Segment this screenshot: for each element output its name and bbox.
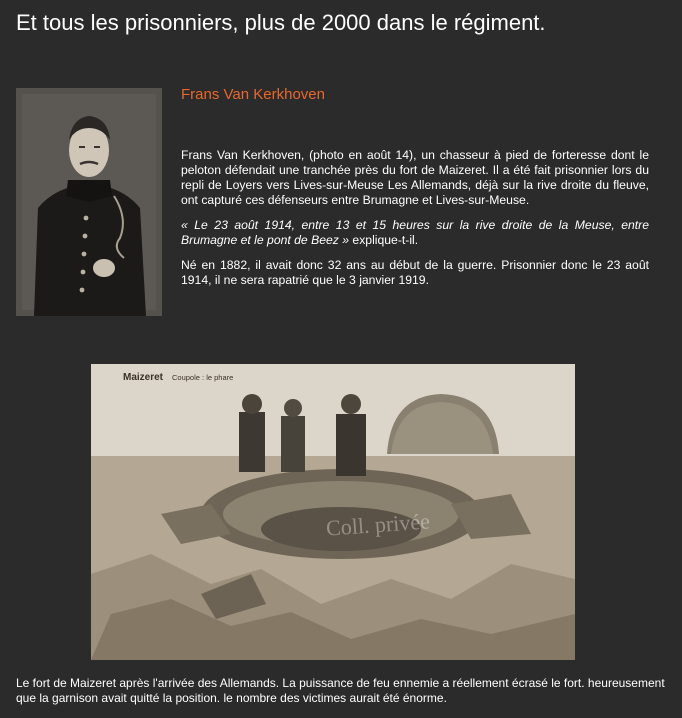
- bio-quote-suffix: explique-t-il.: [349, 233, 419, 247]
- bio-quote-paragraph: [181, 218, 649, 248]
- photo-watermark: Coll. privée: [325, 508, 431, 541]
- photo-place-label: Maizeret: [123, 372, 164, 383]
- photo-sub-label: Coupole : le phare: [172, 373, 234, 382]
- page-title: Et tous les prisonniers, plus de 2000 dans le régiment.: [16, 10, 546, 35]
- bio-paragraph: Né en 1882, il avait donc 32 ans au début de la guerre. Prisonnier donc le 23 août 1914, il ne sera rapatrié que le 3 janvier 1919.: [181, 258, 649, 287]
- section-heading: Frans Van Kerkhoven: [181, 86, 325, 103]
- fort-maizeret-photo: [91, 364, 575, 660]
- bio-paragraph: Frans Van Kerkhoven, (photo en août 14), un chasseur à pied de forteresse dont le peloton défendait une tranchée près du fort de Maizeret. Il a été fait prisonnier lors du repli de Loyers vers Lives-sur-Meuse Les Allemands, déjà sur la rive droite du fleuve, ont capturé ces défenseurs entre Brumagne et Lives-sur-Meuse.: [181, 148, 649, 207]
- bio-quote: « Le 23 août 1914, entre 13 et 15 heures sur la rive droite de la Meuse, entre Brumagne et le pont de Beez »: [181, 218, 649, 247]
- photo-caption: Le fort de Maizeret après l'arrivée des Allemands. La puissance de feu ennemie a réellement écrasé le fort. heureusement que la garnison avait quitté la position. le nombre des victimes aurait été énorme.: [16, 676, 665, 705]
- biography: [181, 148, 649, 298]
- soldier-portrait-photo: [16, 88, 162, 316]
